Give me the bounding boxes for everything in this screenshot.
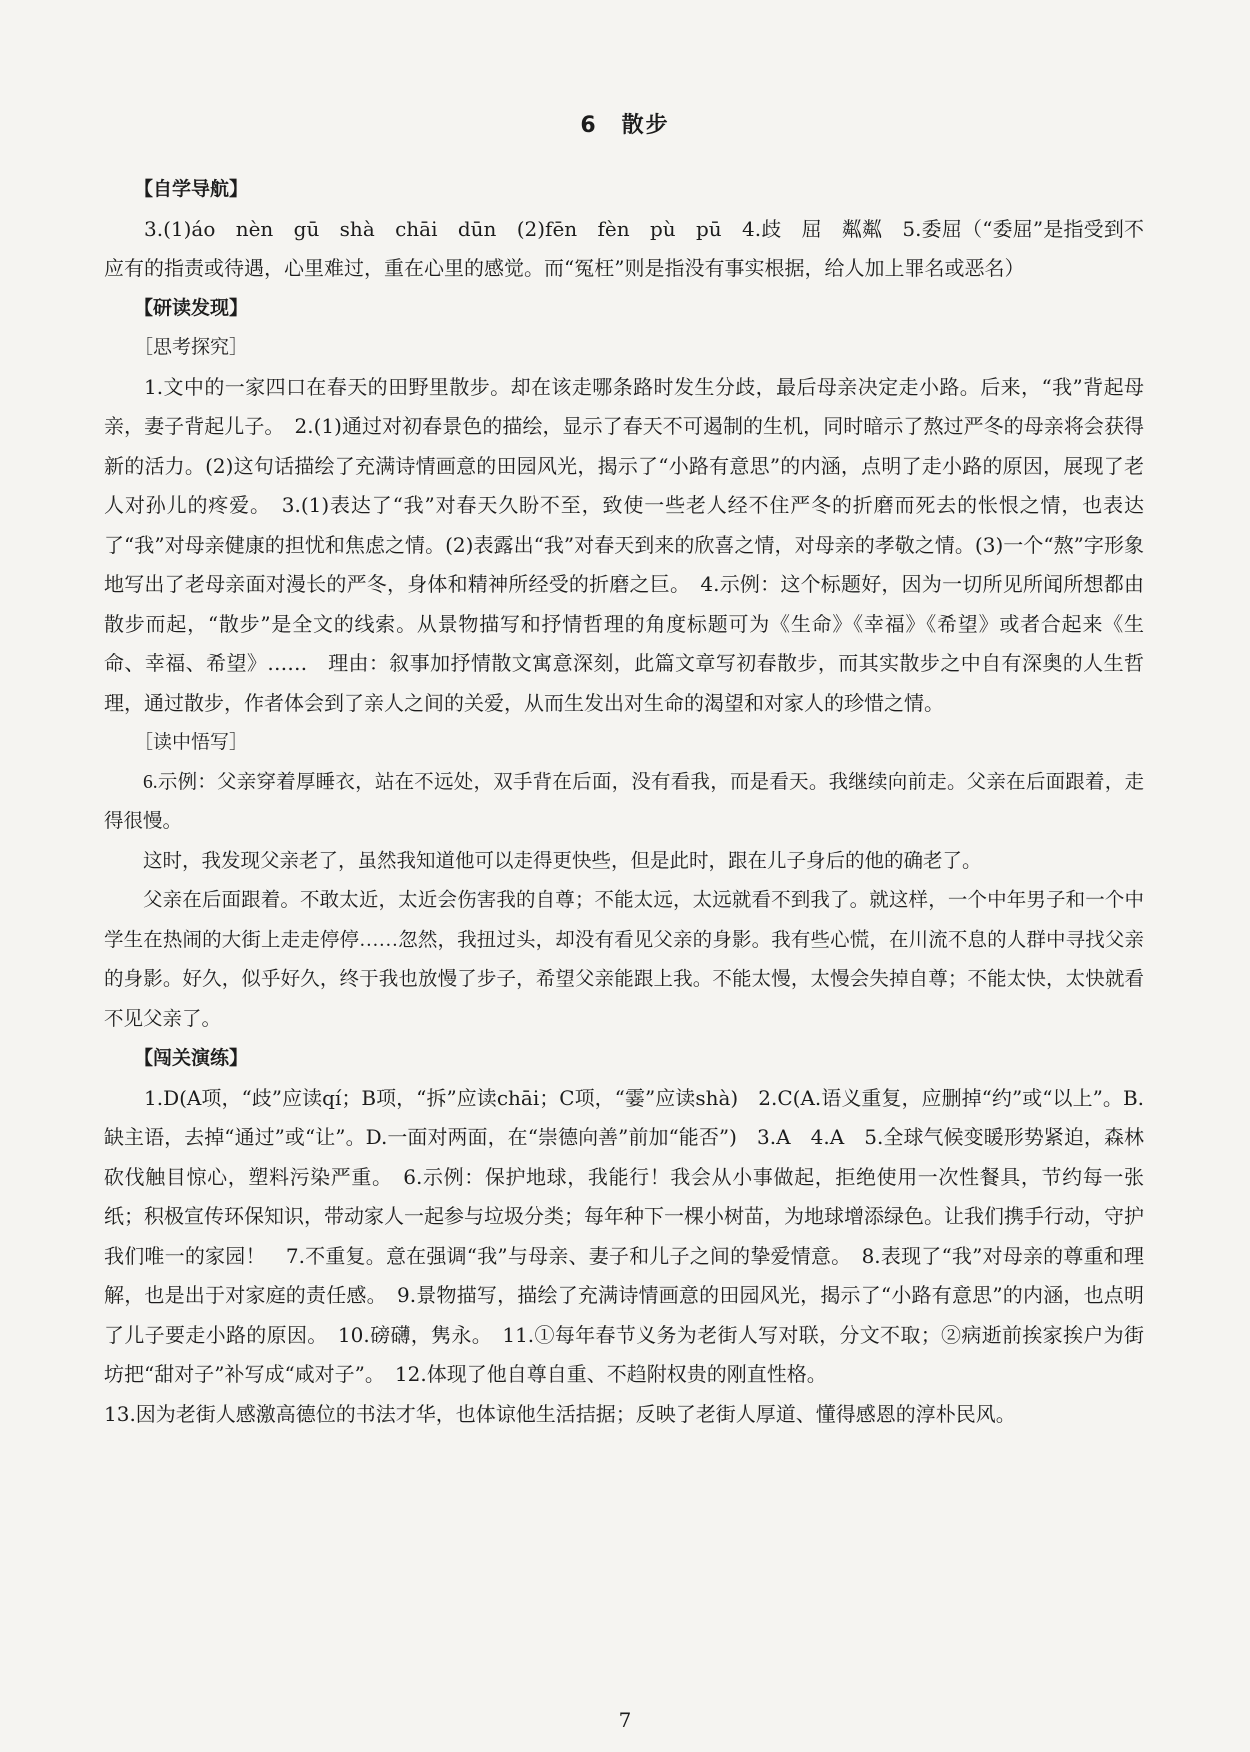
subsection-heading-reading-writing: ［读中悟写］ <box>134 731 249 753</box>
practice-paragraph: 1.D(A项，“歧”应读qí；B项，“拆”应读chāi；C项，“霎”应读shà) 2.C(A.语义重复，应删掉“约”或“以上”。B.缺主语，去掉“通过”或“让”。D.一面对两面，在“崇德向善”前加“能否”) 3.A 4.A 5.全球气候变暖形势紧迫，森林砍伐触目惊心，塑料污染严重。 6.示例：保护地球，我能行！我会从小事做起，拒绝使用一次性餐具，节约每一张纸；积极宣传环保知识，带动家人一起参与垃圾分类；每年种下一棵小树苗，为地球增添绿色。让我们携手行动，守护我们唯一的家园！ 7.不重复。意在强调“我”与母亲、妻子和儿子之间的挚爱情意。 8.表现了“我”对母亲的尊重和理解，也是出于对家庭的责任感。 9.景物描写，描绘了充满诗情画意的田园风光，揭示了“小路有意思”的内涵，也点明了儿子要走小路的原因。 10.磅礴，隽永。 11.①每年春节义务为老街人写对联，分文不取；②病逝前挨家挨户为街坊把“甜对子”补写成“咸对子”。 12.体现了他自尊自重、不趋附权贵的刚直性格。 <box>104 1085 1144 1386</box>
page-number: 7 <box>618 1708 632 1732</box>
essay-block <box>104 763 1144 1040</box>
section-heading-research: 【研读发现】 <box>134 296 249 319</box>
essay-paragraph: 父亲在后面跟着。不敢太近，太近会伤害我的自尊；不能太远，太远就看不到我了。就这样，一个中年男子和一个中学生在热闹的大街上走走停停……忽然，我扭过头，却没有看见父亲的身影。我有些心慌，在川流不息的人群中寻找父亲的身影。好久，似乎好久，终于我也放慢了步子，希望父亲能跟上我。不能太慢，太慢会失掉自尊；不能太快，太快就看不见父亲了。 <box>104 890 1144 1030</box>
essay-paragraph: 6.示例：父亲穿着厚睡衣，站在不远处，双手背在后面，没有看我，而是看天。我继续向前走。父亲在后面跟着，走得很慢。 <box>104 771 1144 832</box>
page-content <box>104 170 1144 1434</box>
thinking-paragraph: 1.文中的一家四口在春天的田野里散步。却在该走哪条路时发生分歧，最后母亲决定走小路。后来，“我”背起母亲，妻子背起儿子。 2.(1)通过对初春景色的描绘，显示了春天不可遏制的生机，同时暗示了熬过严冬的母亲将会获得新的活力。(2)这句话描绘了充满诗情画意的田园风光，揭示了“小路有意思”的内涵，点明了走小路的原因，展现了老人对孙儿的疼爱。 3.(1)表达了“我”对春天久盼不至，致使一些老人经不住严冬的折磨而死去的怅恨之情，也表达了“我”对母亲健康的担忧和焦虑之情。(2)表露出“我”对春天到来的欣喜之情，对母亲的孝敬之情。(3)一个“熬”字形象地写出了老母亲面对漫长的严冬，身体和精神所经受的折磨之巨。 4.示例：这个标题好，因为一切所见所闻所想都由散步而起，“散步”是全文的线索。从景物描写和抒情哲理的角度标题可为《生命》《幸福》《希望》或者合起来《生命、幸福、希望》…… 理由：叙事加抒情散文寓意深刻，此篇文章写初春散步，而其实散步之中自有深奥的人生哲理，通过散步，作者体会到了亲人之间的关爱，从而生发出对生命的渴望和对家人的珍惜之情。 <box>104 374 1144 715</box>
section-heading-practice: 【闯关演练】 <box>134 1047 249 1069</box>
subsection-heading-thinking: ［思考探究］ <box>134 336 249 358</box>
self-study-paragraph: 3.(1)áo nèn gū shà chāi dūn (2)fēn fèn pù pū 4.歧 屈 粼粼 5.委屈（“委屈”是指受到不应有的指责或待遇，心里难过，重在心里的感觉。而“冤枉”则是指没有事实根据，给人加上罪名或恶名） <box>104 216 1144 280</box>
essay-paragraph: 这时，我发现父亲老了，虽然我知道他可以走得更快些，但是此时，跟在儿子身后的他的确老了。 <box>143 850 982 872</box>
practice-paragraph: 13.因为老街人感激高德位的书法才华，也体谅他生活拮据；反映了老街人厚道、懂得感恩的淳朴民风。 <box>104 1401 1016 1426</box>
page-title: 6 散步 <box>580 113 670 138</box>
section-heading-self-study: 【自学导航】 <box>134 178 249 200</box>
